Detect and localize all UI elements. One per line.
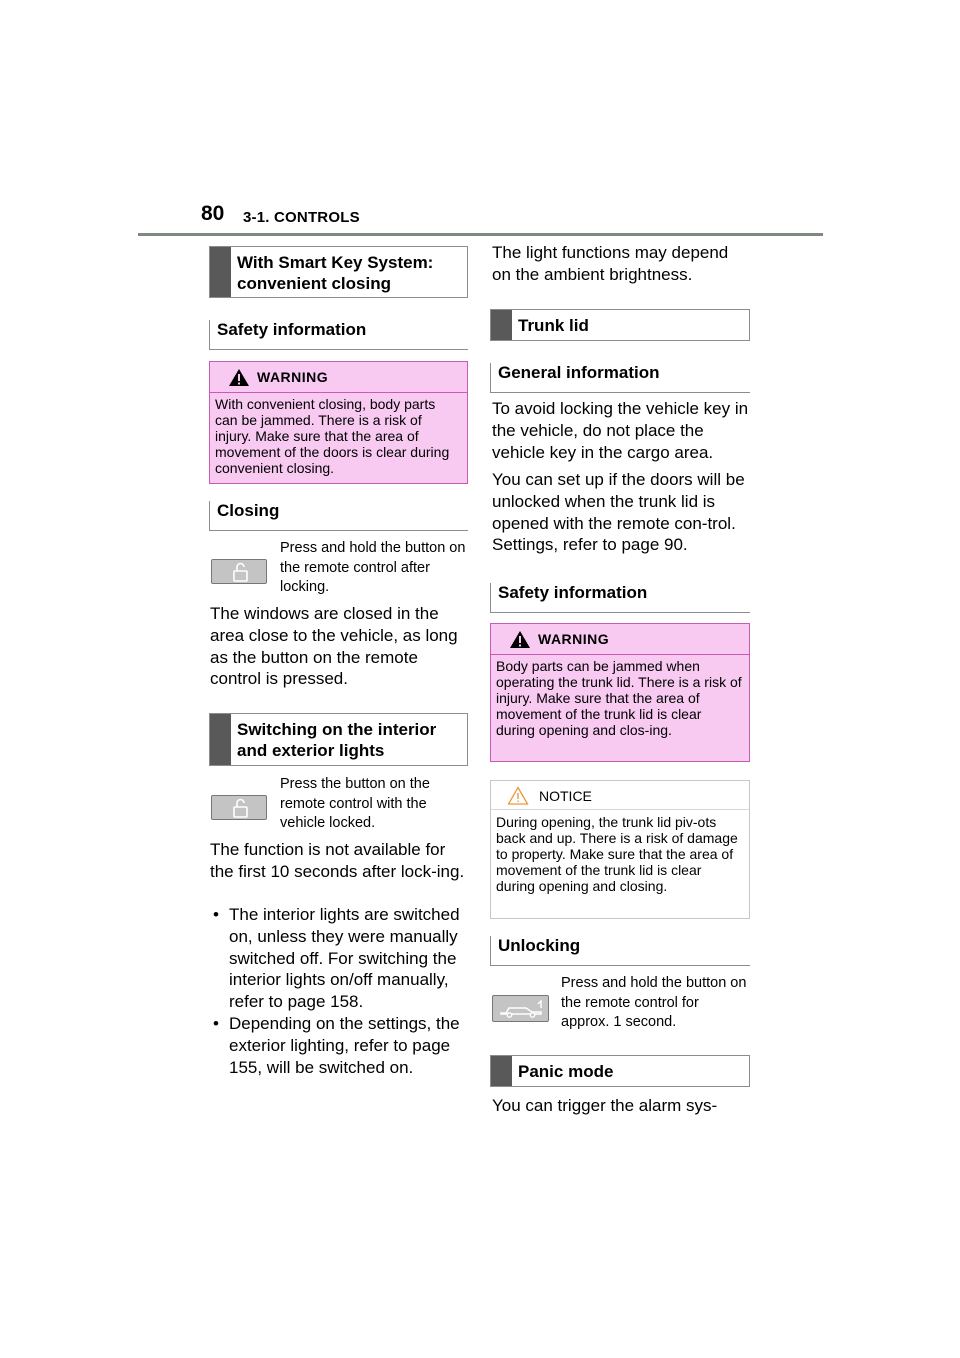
warning-text: Body parts can be jammed when operating the trunk lid. There is a risk of injury. Make sure that the area of movement of the trunk lid is clear during opening and clos-ing. <box>496 658 742 738</box>
remote-lock-button <box>211 795 267 820</box>
section-title: Trunk lid <box>518 316 589 335</box>
section-trunk-lid <box>490 309 750 341</box>
chapter-title: 3-1. CONTROLS <box>243 209 360 226</box>
ambient-paragraph: The light functions may depend on the ambient brightness. <box>492 243 729 284</box>
section-marker-bar <box>491 1056 512 1086</box>
warning-triangle-icon <box>228 368 250 387</box>
list-item: • The interior lights are switched on, unless they were manually switched off. For switching the interior lights on/off manually, refer to page 158. <box>210 904 470 1013</box>
section-title: With Smart Key System: convenient closing <box>237 253 434 293</box>
warning-box-convenient-closing <box>209 361 468 484</box>
panic-paragraph: You can trigger the alarm sys- <box>492 1096 718 1115</box>
subheading-unlocking: Unlocking <box>490 936 750 966</box>
warning-triangle-icon <box>509 630 531 649</box>
lights-paragraph: The function is not available for the first 10 seconds after lock-ing. <box>210 840 465 881</box>
section-marker-bar <box>210 714 231 765</box>
general-paragraph-2: You can set up if the doors will be unlocked when the trunk lid is opened with the remote con-trol. Settings, refer to page 90. <box>492 470 745 555</box>
closing-paragraph: The windows are closed in the area close to the vehicle, as long as the button on the remote control is pressed. <box>210 604 458 689</box>
general-paragraph-1: To avoid locking the vehicle key in the vehicle, do not place the vehicle key in the cargo area. <box>492 399 749 462</box>
notice-box-trunk-lid <box>490 780 750 919</box>
remote-lock-button <box>211 559 267 584</box>
warning-title: WARNING <box>257 369 329 385</box>
lock-icon <box>212 560 268 585</box>
notice-triangle-icon <box>507 786 529 805</box>
section-panic-mode <box>490 1055 750 1087</box>
closing-caption: Press and hold the button on the remote control after locking. <box>280 540 466 596</box>
section-marker-bar <box>491 310 512 340</box>
lights-caption: Press the button on the remote control with the vehicle locked. <box>280 776 430 832</box>
unlocking-caption: Press and hold the button on the remote control for approx. 1 second. <box>561 975 747 1031</box>
section-switching-lights <box>209 713 468 766</box>
warning-text: With convenient closing, body parts can be jammed. There is a risk of injury. Make sure that the area of movement of the doors is clear during convenient closing. <box>215 396 450 476</box>
remote-trunk-button <box>492 995 549 1022</box>
warning-title: WARNING <box>538 631 610 647</box>
lock-icon <box>212 796 268 821</box>
section-smart-key-convenient-closing <box>209 246 468 298</box>
page-number: 80 <box>201 202 225 225</box>
lights-bullet-list <box>210 904 470 1078</box>
subheading-general-information: General information <box>490 363 750 393</box>
notice-text: During opening, the trunk lid piv-ots back and up. There is a risk of damage to property. Make sure that the area of movement of the trunk lid is clear during opening and closing. <box>496 814 738 894</box>
section-title: Panic mode <box>518 1062 614 1081</box>
subheading-safety-information: Safety information <box>209 320 468 350</box>
section-title: Switching on the interior and exterior lights <box>237 720 437 760</box>
section-marker-bar <box>210 247 231 297</box>
subheading-closing: Closing <box>209 501 468 531</box>
notice-title: NOTICE <box>539 788 592 804</box>
header-rule <box>138 233 823 236</box>
warning-box-trunk-lid <box>490 623 750 762</box>
list-item: • Depending on the settings, the exterior lighting, refer to page 155, will be switched on. <box>210 1013 470 1078</box>
car-trunk-icon <box>493 996 550 1023</box>
subheading-safety-information-trunk: Safety information <box>490 583 750 613</box>
